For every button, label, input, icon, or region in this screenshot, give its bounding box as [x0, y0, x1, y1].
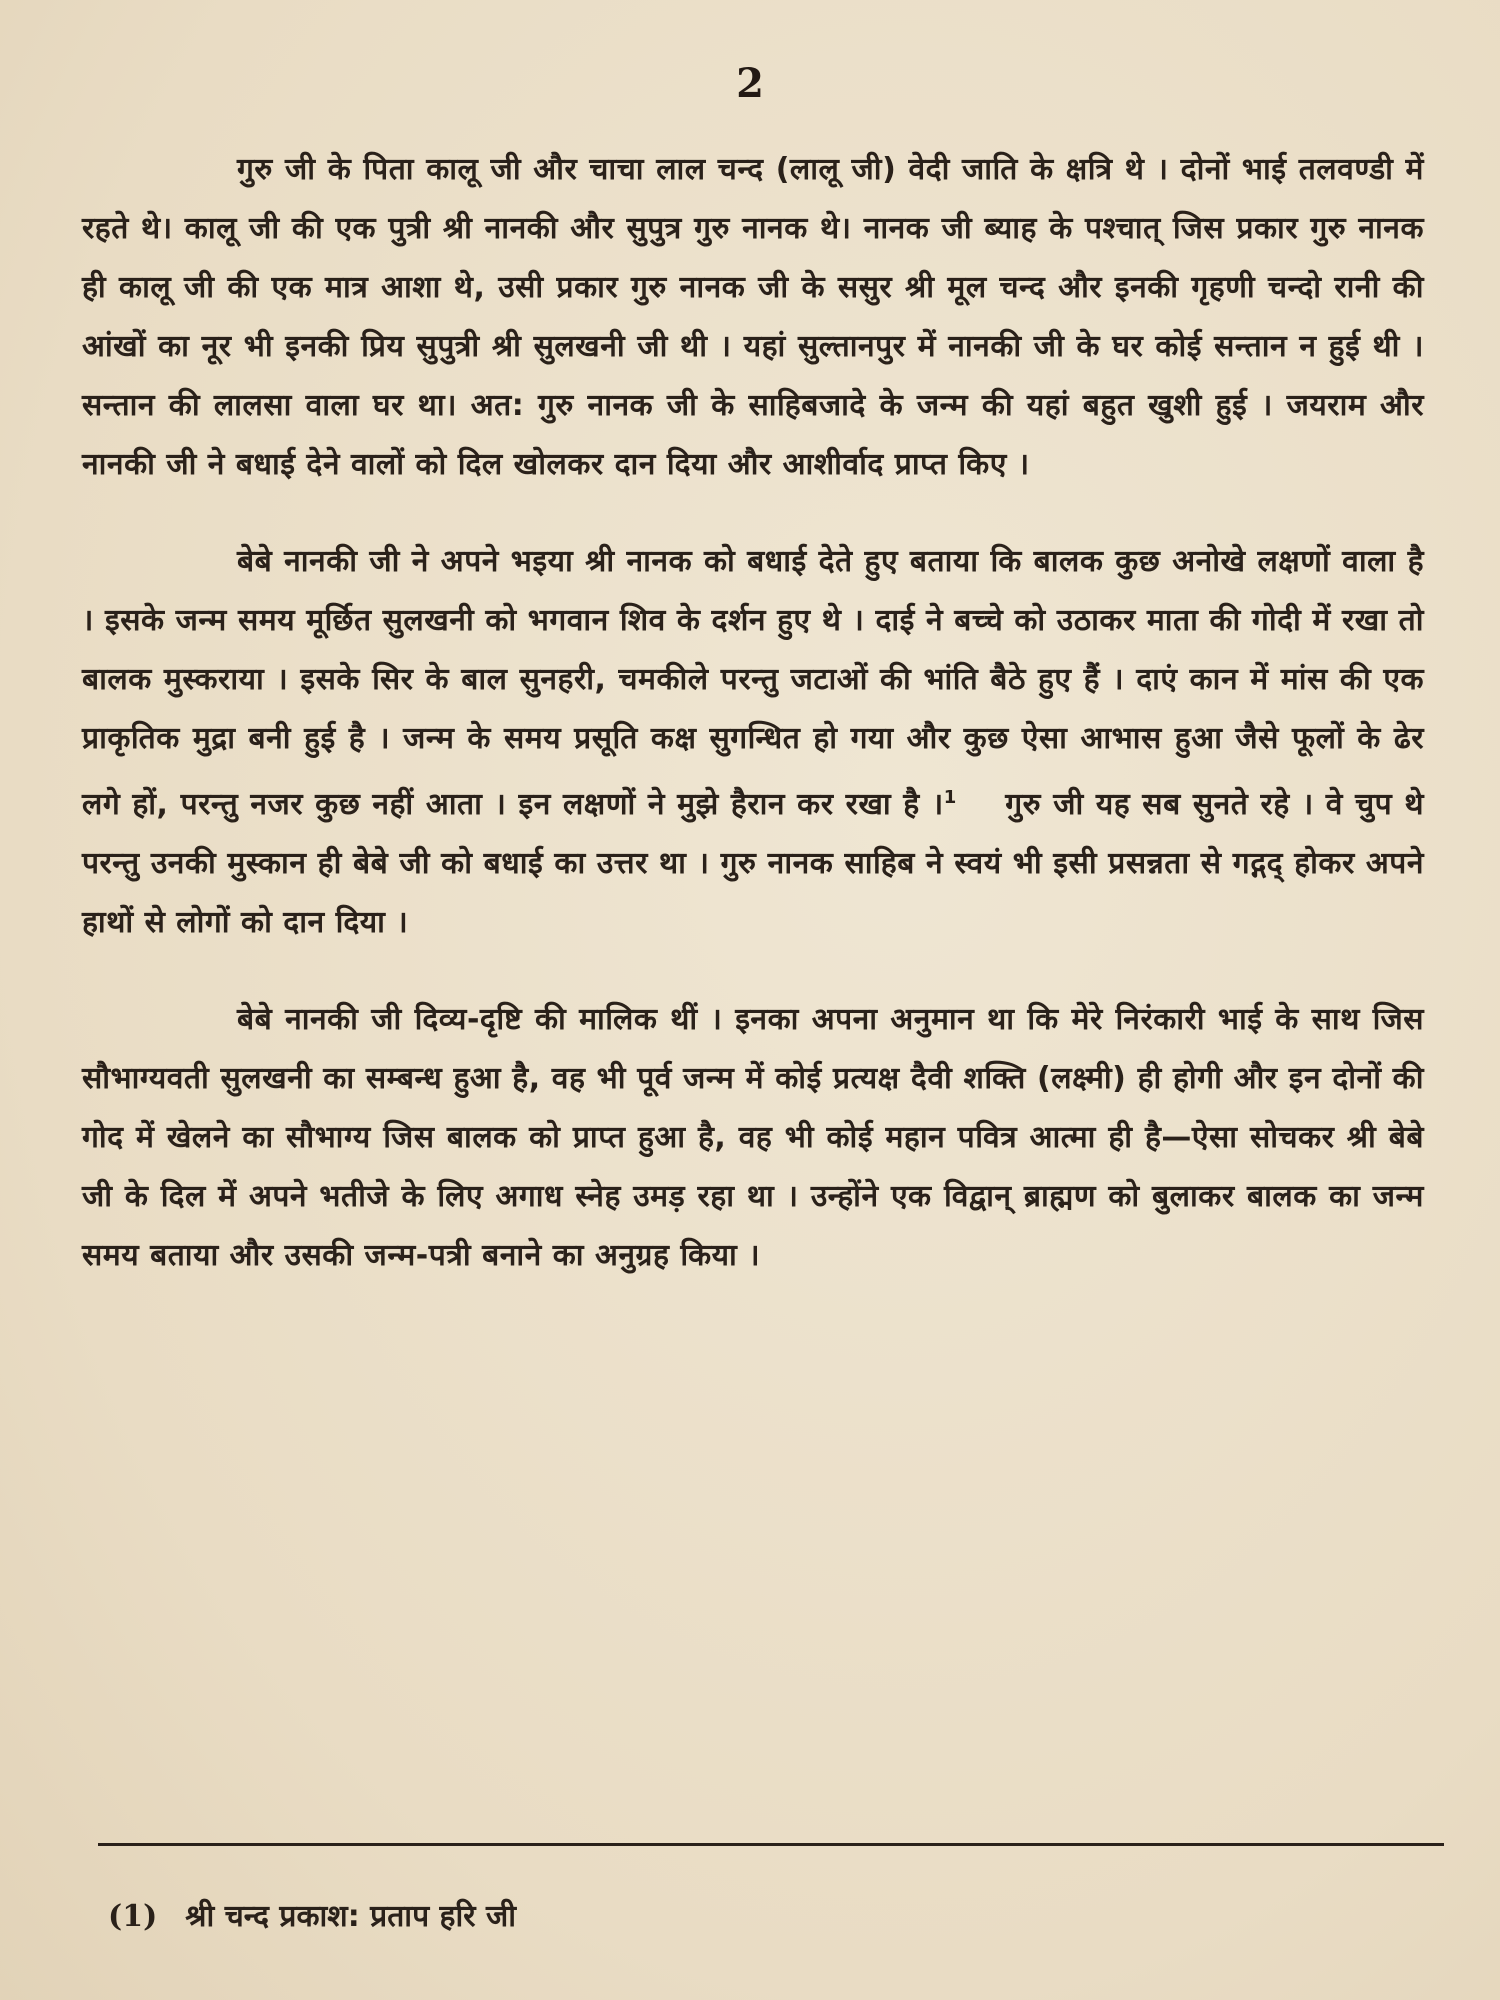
paragraph-3: बेबे नानकी जी दिव्य-दृष्टि की मालिक थीं । इनका अपना अनुमान था कि मेरे निरंकारी भाई के साथ जिस सौभाग्यवती सुलखनी का सम्बन्ध हुआ है, वह भी पूर्व जन्म में कोई प्रत्यक्ष दैवी शक्ति (लक्ष्मी) ही होगी और इन दोनों की गोद में खेलने का सौभाग्य जिस बालक को प्राप्त हुआ है, वह भी कोई महान पवित्र आत्मा ही है—ऐसा सोचकर श्री बेबे जी के दिल में अपने भतीजे के लिए अगाध स्नेह उमड़ रहा था । उन्होंने एक विद्वान् ब्राह्मण को बुलाकर बालक का जन्म समय बताया और उसकी जन्म-पत्री बनाने का अनुग्रह किया ।	[82, 1002, 1424, 1273]
footnote-divider	[98, 1843, 1444, 1846]
page-number: 2	[736, 60, 764, 107]
paragraph-2-continuation: गुरु जी यह सब सुनते रहे । वे चुप थे परन्तु उनकी मुस्कान ही बेबे जी को बधाई का उत्तर था । गुरु नानक साहिब ने स्वयं भी इसी प्रसन्नता से गद्गद् होकर अपने हाथों से लोगों को दान दिया ।	[82, 787, 1424, 940]
footnote-marker: (1)	[108, 1899, 158, 1934]
footnote-reference: 1	[943, 787, 957, 808]
paragraph-2-main: बेबे नानकी जी ने अपने भइया श्री नानक को बधाई देते हुए बताया कि बालक कुछ अनोखे लक्षणों वाला है । इसके जन्म समय मूर्छित सुलखनी को भगवान शिव के दर्शन हुए थे । दाई ने बच्चे को उठाकर माता की गोदी में रखा तो बालक मुस्कराया । इसके सिर के बाल सुनहरी, चमकीले परन्तु जटाओं की भांति बैठे हुए हैं । दाएं कान में मांस की एक प्राकृतिक मुद्रा बनी हुई है । जन्म के समय प्रसूति कक्ष सुगन्धित हो गया और कुछ ऐसा आभास हुआ जैसे फूलों के ढेर लगे हों, परन्तु नजर कुछ नहीं आता । इन लक्षणों ने मुझे हैरान कर रखा है ।	[82, 544, 1425, 822]
footnote	[108, 1894, 516, 1935]
paragraph-1: गुरु जी के पिता कालू जी और चाचा लाल चन्द (लालू जी) वेदी जाति के क्षत्रि थे । दोनों भाई तलवण्डी में रहते थे। कालू जी की एक पुत्री श्री नानकी और सुपुत्र गुरु नानक थे। नानक जी ब्याह के पश्चात् जिस प्रकार गुरु नानक ही कालू जी की एक मात्र आशा थे, उसी प्रकार गुरु नानक जी के ससुर श्री मूल चन्द और इनकी गृहणी चन्दो रानी की आंखों का नूर भी इनकी प्रिय सुपुत्री श्री सुलखनी जी थी । यहां सुल्तानपुर में नानकी जी के घर कोई सन्तान न हुई थी । सन्तान की लालसा वाला घर था। अत: गुरु नानक जी के साहिबजादे के जन्म की यहां बहुत खुशी हुई । जयराम और नानकी जी ने बधाई देने वालों को दिल खोलकर दान दिया और आशीर्वाद प्राप्त किए ।	[82, 152, 1424, 482]
footnote-text: श्री चन्द प्रकाश: प्रताप हरि जी	[185, 1899, 517, 1934]
body-text	[82, 140, 1424, 1285]
paragraph-2	[82, 532, 1424, 952]
